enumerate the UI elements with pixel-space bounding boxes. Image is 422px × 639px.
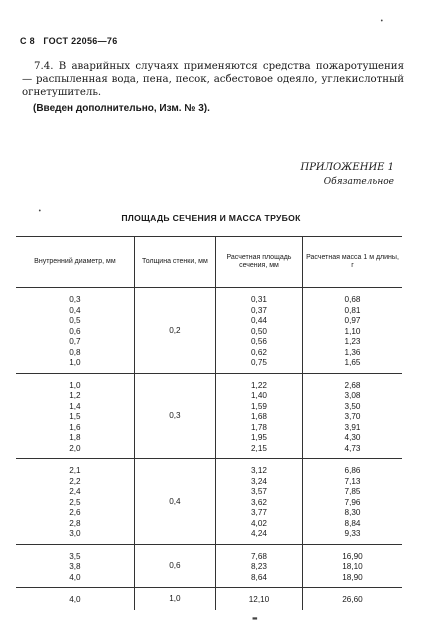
mass-per-meter-value: 26,60 [342, 595, 363, 604]
mass-per-meter-cell [303, 459, 403, 545]
section-area-value: 3,62 [251, 497, 267, 507]
table-body [16, 288, 402, 610]
scan-speck: ▬ [252, 615, 258, 622]
appendix-block [300, 160, 394, 190]
section-area-cell [215, 288, 302, 374]
section-area-value: 0,56 [251, 337, 267, 346]
page-header [20, 36, 118, 46]
inner-diameter-value: 1,5 [69, 412, 81, 421]
section-area-value: 0,31 [251, 295, 267, 304]
section-area-value: 4,02 [251, 518, 267, 528]
section-area-value: 4,24 [251, 529, 267, 538]
mass-per-meter-cell [303, 288, 403, 374]
inner-diameter-value: 0,7 [69, 337, 81, 346]
section-area-value: 0,62 [251, 347, 267, 357]
section-area-value: 2,15 [251, 443, 267, 453]
amendment-note: (Введен дополнительно, Изм. № 3). [33, 103, 210, 114]
inner-diameter-value: 2,1 [69, 466, 81, 475]
section-area-cell [215, 459, 302, 545]
mass-per-meter-value: 7,96 [344, 497, 361, 507]
mass-per-meter-value: 1,23 [344, 337, 361, 346]
inner-diameter-value: 1,2 [69, 391, 81, 400]
inner-diameter-value: 1,4 [69, 401, 81, 411]
table-row [16, 373, 402, 459]
inner-diameter-value: 1,6 [69, 422, 81, 432]
mass-per-meter-value: 0,97 [344, 316, 361, 325]
inner-diameter-value: 0,4 [69, 305, 81, 315]
inner-diameter-value: 2,4 [69, 487, 81, 496]
mass-per-meter-value: 18,90 [342, 572, 363, 582]
inner-diameter-value: 2,5 [69, 497, 81, 507]
mass-per-meter-value: 18,10 [342, 562, 363, 571]
mass-per-meter-cell [303, 373, 403, 459]
inner-diameter-value: 2,0 [69, 443, 81, 453]
section-area-value: 1,78 [251, 422, 267, 432]
inner-diameter-value: 0,3 [69, 295, 81, 304]
inner-diameter-value: 1,8 [69, 433, 81, 442]
mass-per-meter-value: 0,81 [344, 305, 361, 315]
wall-thickness-value: 1,0 [169, 594, 181, 604]
section-area-value: 0,37 [251, 305, 267, 315]
inner-diameter-value: 1,0 [69, 380, 81, 390]
section-area-value: 8,64 [251, 572, 267, 582]
table-title: ПЛОЩАДЬ СЕЧЕНИЯ И МАССА ТРУБОК [121, 213, 301, 223]
section-area-value: 1,68 [251, 412, 267, 421]
mass-per-meter-value: 1,36 [344, 347, 361, 357]
mass-per-meter-cell [303, 544, 403, 588]
section-area-value: 1,40 [251, 391, 267, 400]
mass-per-meter-value: 3,08 [344, 391, 361, 400]
section-area-value: 3,57 [251, 487, 267, 496]
tube-table [16, 236, 402, 610]
wall-thickness-value: 0,3 [169, 411, 181, 421]
appendix-status: Обязательное [323, 177, 394, 187]
mass-per-meter-value: 6,86 [344, 466, 361, 475]
scan-speck: • [380, 18, 384, 25]
section-area-value: 1,59 [251, 401, 267, 411]
table-header-row [16, 237, 402, 288]
mass-per-meter-value: 7,13 [344, 476, 361, 486]
inner-diameter-cell [16, 288, 134, 374]
header-section-area: Расчетная площадь сечения, мм [215, 237, 302, 288]
section-area-value: 0,50 [251, 326, 267, 336]
inner-diameter-value: 0,5 [69, 316, 81, 325]
standard-code: ГОСТ 22056—76 [43, 36, 118, 46]
section-area-value: 3,24 [251, 476, 267, 486]
mass-per-meter-value: 2,68 [344, 380, 361, 390]
section-area-value: 1,22 [251, 380, 267, 390]
inner-diameter-value: 4,0 [69, 595, 81, 604]
mass-per-meter-value: 9,33 [344, 529, 361, 538]
mass-per-meter-value: 3,70 [344, 412, 361, 421]
wall-thickness-cell [134, 544, 215, 588]
inner-diameter-value: 0,6 [69, 326, 81, 336]
wall-thickness-value: 0,6 [169, 561, 181, 571]
inner-diameter-value: 3,0 [69, 529, 81, 538]
inner-diameter-value: 3,5 [69, 551, 81, 561]
page-number: С 8 [20, 36, 35, 46]
table-row [16, 588, 402, 610]
mass-per-meter-value: 0,68 [344, 295, 361, 304]
wall-thickness-cell [134, 459, 215, 545]
mass-per-meter-value: 16,90 [342, 551, 363, 561]
wall-thickness-value: 0,4 [169, 496, 181, 506]
mass-per-meter-cell [303, 588, 403, 610]
table-row [16, 459, 402, 545]
wall-thickness-cell [134, 373, 215, 459]
mass-per-meter-value: 4,73 [344, 443, 361, 453]
header-inner-diameter: Внутренний диаметр, мм [16, 237, 134, 288]
section-7-4-paragraph: 7.4. В аварийных случаях применяются средства пожаротушения — распыленная вода, пена, песок, асбестовое одеяло, углекислотный огнетушитель. [22, 61, 404, 98]
wall-thickness-cell [134, 588, 215, 610]
section-area-cell [215, 588, 302, 610]
section-area-value: 8,23 [251, 562, 267, 571]
inner-diameter-cell [16, 373, 134, 459]
mass-per-meter-value: 8,84 [344, 518, 361, 528]
header-mass-per-meter: Расчетная масса 1 м длины, г [303, 237, 403, 288]
mass-per-meter-value: 1,10 [344, 326, 361, 336]
section-area-cell [215, 373, 302, 459]
inner-diameter-value: 2,8 [69, 518, 81, 528]
wall-thickness-value: 0,2 [169, 325, 181, 335]
section-area-cell [215, 544, 302, 588]
inner-diameter-cell [16, 588, 134, 610]
mass-per-meter-value: 1,65 [344, 358, 361, 367]
section-area-value: 1,95 [251, 433, 267, 442]
section-area-value: 3,77 [251, 508, 267, 517]
appendix-title: ПРИЛОЖЕНИЕ 1 [300, 162, 394, 173]
inner-diameter-value: 4,0 [69, 572, 81, 582]
inner-diameter-cell [16, 459, 134, 545]
table-row [16, 288, 402, 374]
section-area-value: 3,12 [251, 466, 267, 475]
table-row [16, 544, 402, 588]
mass-per-meter-value: 3,50 [344, 401, 361, 411]
inner-diameter-value: 3,8 [69, 562, 81, 571]
section-area-value: 0,44 [251, 316, 267, 325]
wall-thickness-cell [134, 288, 215, 374]
inner-diameter-cell [16, 544, 134, 588]
section-area-value: 7,68 [251, 551, 267, 561]
inner-diameter-value: 2,6 [69, 508, 81, 517]
mass-per-meter-value: 8,30 [344, 508, 361, 517]
inner-diameter-value: 0,8 [69, 347, 81, 357]
section-area-value: 12,10 [248, 595, 270, 604]
inner-diameter-value: 2,2 [69, 476, 81, 486]
mass-per-meter-value: 3,91 [344, 422, 361, 432]
header-wall-thickness: Толщина стенки, мм [134, 237, 215, 288]
section-area-value: 0,75 [251, 358, 267, 367]
mass-per-meter-value: 4,30 [344, 433, 361, 442]
inner-diameter-value: 1,0 [69, 358, 81, 367]
mass-per-meter-value: 7,85 [344, 487, 361, 496]
scan-speck: • [38, 208, 42, 215]
